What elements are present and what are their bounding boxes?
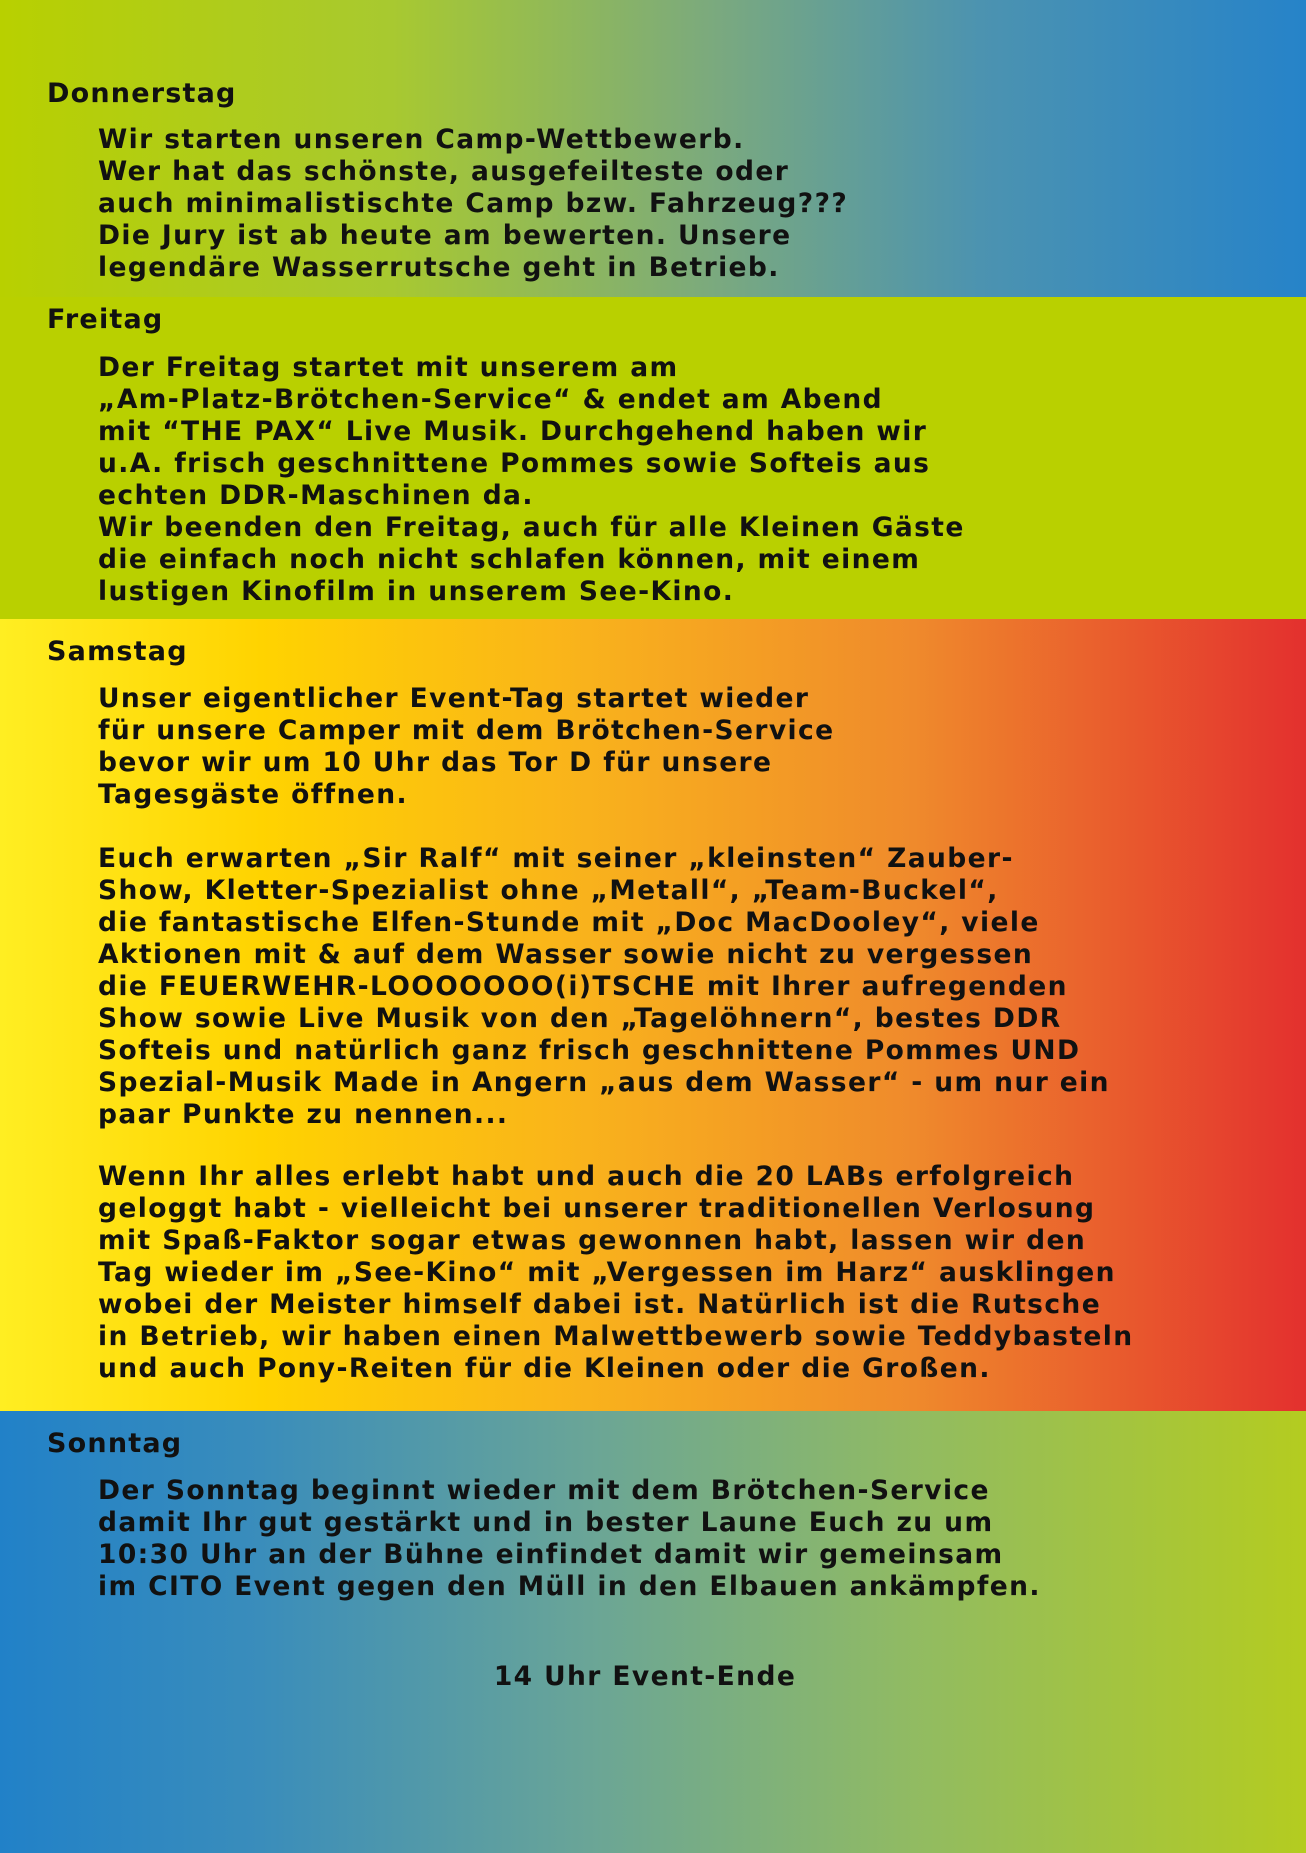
donnerstag-text: Wir starten unseren Camp-Wettbewerb. Wer hat das schönste, ausgefeilteste oder auch minimalistischte Camp bzw. Fahrzeug??? Die Jury ist ab heute am bewerten. Unsere legendäre Wasserrutsche geht in Betrieb.	[98, 124, 849, 283]
sonntag-heading: Sonntag	[47, 1428, 183, 1459]
freitag-heading: Freitag	[47, 304, 164, 335]
sonntag-text: Der Sonntag beginnt wieder mit dem Brötchen-Service damit Ihr gut gestärkt und in bester Laune Euch zu um 10:30 Uhr an der Bühne einfindet damit wir gemeinsam im CITO Event gegen den Müll in den Elbauen ankämpfen.	[98, 1475, 1041, 1602]
samstag-text-2: Euch erwarten „Sir Ralf“ mit seiner „kleinsten“ Zauber- Show, Kletter-Spezialist ohne „Metall“, „Team-Buckel“, die fantastische Elfen-Stunde mit „Doc MacDooley“, viele Aktionen mit & auf dem Wasser sowie nicht zu vergessen die FEUERWEHR-LOOOOOOO(i)TSCHE mit Ihrer aufregenden Show sowie Live Musik von den „Tagelöhnern“, bestes DDR Softeis und natürlich ganz frisch geschnittene Pommes UND Spezial-Musik Made in Angern „aus dem Wasser“ - um nur ein paar Punkte zu nennen...	[98, 843, 1110, 1130]
samstag-text-1: Unser eigentlicher Event-Tag startet wieder für unsere Camper mit dem Brötchen-Service bevor wir um 10 Uhr das Tor D für unsere Tagesgäste öffnen.	[98, 683, 835, 810]
donnerstag-heading: Donnerstag	[47, 78, 237, 109]
samstag-text-3: Wenn Ihr alles erlebt habt und auch die 20 LABs erfolgreich geloggt habt - vielleicht bei unserer traditionellen Verlosung mit Spaß-Faktor sogar etwas gewonnen habt, lassen wir den Tag wieder im „See-Kino“ mit „Vergessen im Harz“ ausklingen wobei der Meister himself dabei ist. Natürlich ist die Rutsche in Betrieb, wir haben einen Malwettbewerb sowie Teddybasteln und auch Pony-Reiten für die Kleinen oder die Großen.	[98, 1161, 1134, 1384]
samstag-heading: Samstag	[47, 636, 188, 667]
freitag-text: Der Freitag startet mit unserem am „Am-Platz-Brötchen-Service“ & endet am Abend mit “THE PAX“ Live Musik. Durchgehend haben wir u.A. frisch geschnittene Pommes sowie Softeis aus echten DDR-Maschinen da. Wir beenden den Freitag, auch für alle Kleinen Gäste die einfach noch nicht schlafen können, mit einem lustigen Kinofilm in unserem See-Kino.	[98, 352, 965, 607]
event-end-note: 14 Uhr Event-Ende	[493, 1661, 797, 1692]
